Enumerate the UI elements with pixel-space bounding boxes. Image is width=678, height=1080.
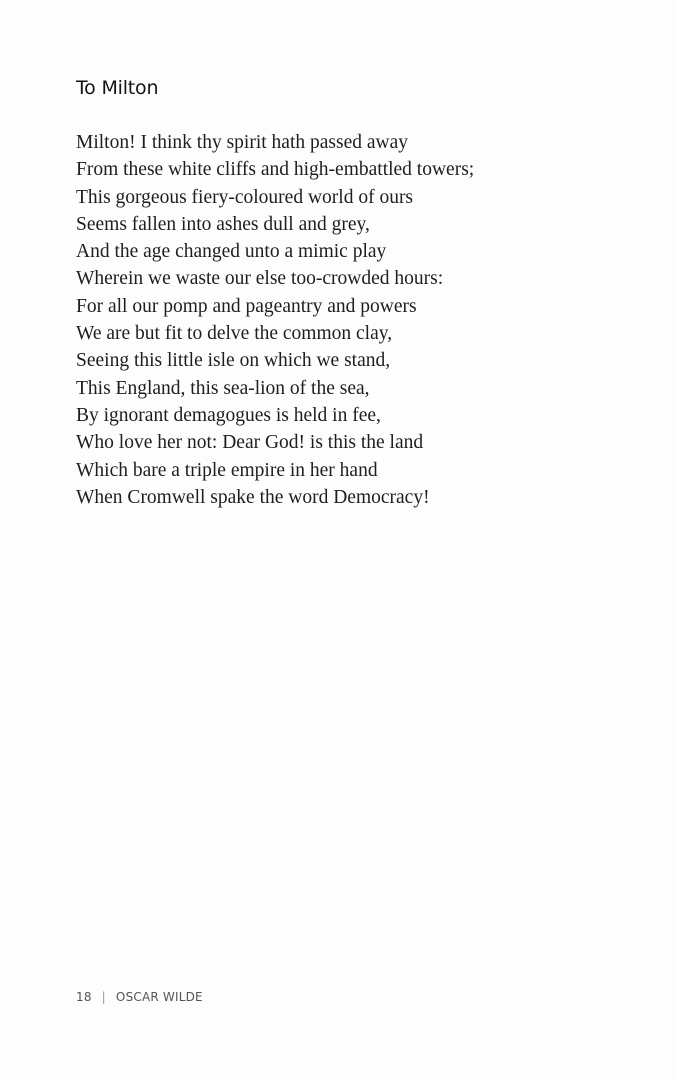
poem-line: When Cromwell spake the word Democracy! [76,486,430,508]
poem-line: By ignorant demagogues is held in fee, [76,404,381,426]
page-footer [76,988,203,1006]
poem-line: Seeing this little isle on which we stand, [76,350,391,372]
poem-line: Wherein we waste our else too-crowded hours: [76,268,444,290]
page-number: 18 [76,990,92,1004]
poem-line: This England, this sea-lion of the sea, [76,377,370,399]
poem-line: Which bare a triple empire in her hand [76,459,378,481]
poem-line: And the age changed unto a mimic play [76,241,387,263]
running-head: OSCAR WILDE [115,990,203,1004]
poem-line: Who love her not: Dear God! is this the land [76,432,424,454]
poem-line: Milton! I think thy spirit hath passed away [76,132,408,153]
poem-body [76,129,474,511]
footer-separator: | [101,990,106,1004]
poem-line: We are but fit to delve the common clay, [76,323,393,345]
poem-title: To Milton [76,77,159,99]
poem-line: This gorgeous fiery-coloured world of ours [76,186,414,208]
poem-line: Seems fallen into ashes dull and grey, [76,213,370,235]
poem-line: For all our pomp and pageantry and powers [76,295,417,317]
poem-line: From these white cliffs and high-embattled towers; [76,159,475,181]
